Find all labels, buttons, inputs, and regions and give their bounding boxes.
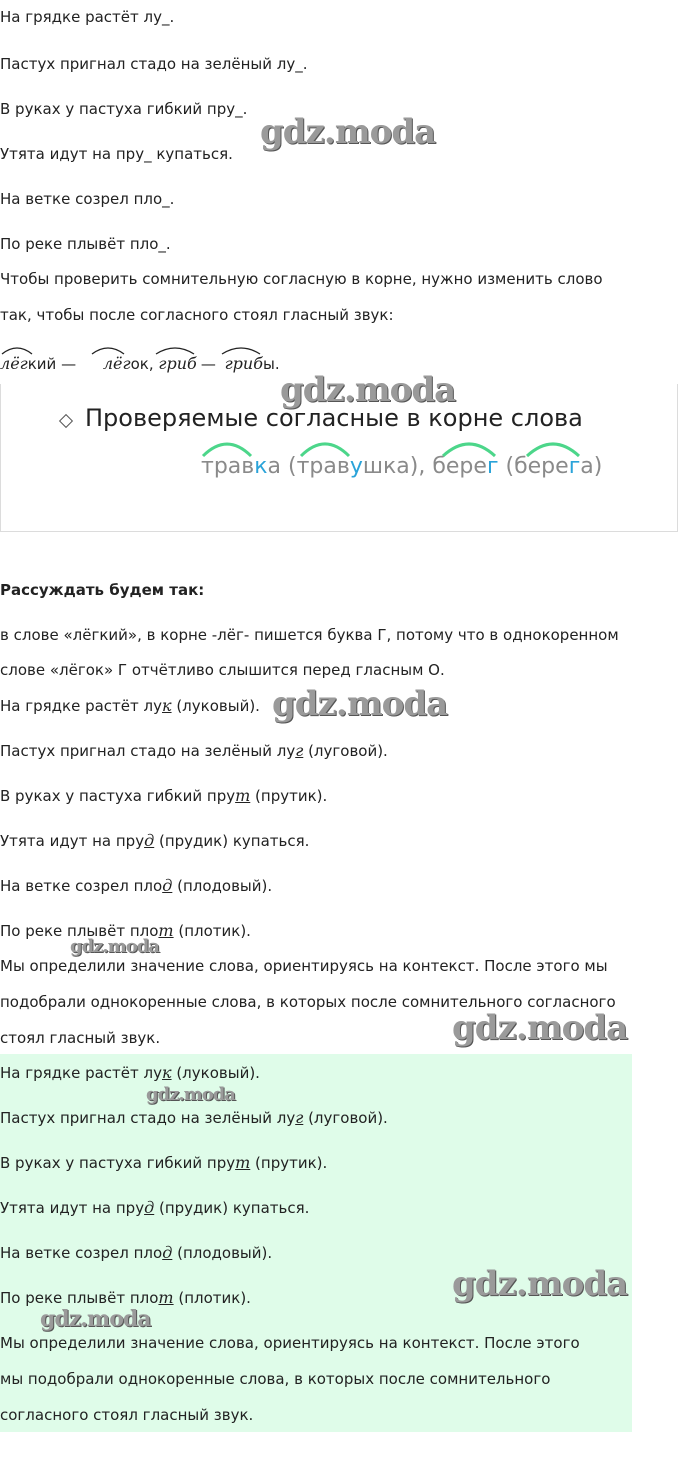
reasoning-item: Пастух пригнал стадо на зелёный луг (луговой). bbox=[0, 741, 388, 760]
conclusion-line: подобрали однокоренные слова, в которых после сомнительного согласного bbox=[0, 993, 616, 1011]
root-word: лёг bbox=[0, 354, 28, 373]
morph-example bbox=[0, 354, 280, 373]
filled-letter: д bbox=[162, 1243, 173, 1262]
watermark-logo: gdz.moda bbox=[70, 936, 159, 957]
conclusion-line: стоял гласный звук. bbox=[0, 1029, 161, 1047]
word-tail: — bbox=[200, 355, 216, 373]
reasoning-item: Утята идут на пруд (прудик) купаться. bbox=[0, 831, 310, 850]
filled-letter: д bbox=[144, 1198, 155, 1217]
reasoning-item: На ветке созрел плод (плодовый). bbox=[0, 876, 273, 895]
reasoning-item: В руках у пастуха гибкий прут (прутик). bbox=[0, 786, 328, 805]
reasoning-item: На грядке растёт лук (луковый). bbox=[0, 696, 260, 715]
reasoning-intro: в слове «лёгкий», в корне -лёг- пишется буква Г, потому что в однокоренном bbox=[0, 626, 619, 644]
ex-accent: к bbox=[254, 454, 268, 479]
reasoning-heading: Рассуждать будем так: bbox=[0, 581, 205, 599]
filled-letter: г bbox=[295, 741, 304, 760]
filled-letter: д bbox=[144, 831, 155, 850]
reasoning-intro: слове «лёгок» Г отчётливо слышится перед гласным О. bbox=[0, 661, 445, 679]
filled-letter: к bbox=[162, 1063, 172, 1082]
watermark-logo: gdz.moda bbox=[260, 112, 436, 152]
watermark-logo: gdz.moda bbox=[280, 370, 456, 410]
answer-conclusion: Мы определили значение слова, ориентируясь на контекст. После этого bbox=[0, 1334, 580, 1352]
watermark-logo: gdz.moda bbox=[40, 1306, 151, 1332]
watermark-logo: gdz.moda bbox=[452, 1008, 628, 1048]
reasoning-item: По реке плывёт плот (плотик). bbox=[0, 921, 251, 940]
ex-accent: г bbox=[568, 454, 581, 479]
root-word: лёг bbox=[102, 354, 131, 373]
word-tail: ы. bbox=[263, 355, 280, 373]
instruction-line: Чтобы проверить сомнительную согласную в корне, нужно изменить слово bbox=[0, 270, 603, 288]
ex-accent: у bbox=[349, 454, 363, 479]
filled-letter: т bbox=[235, 786, 251, 805]
ex-part: (бере bbox=[498, 454, 569, 479]
watermark-logo: gdz.moda bbox=[272, 684, 448, 724]
filled-letter: к bbox=[162, 696, 172, 715]
task-line: В руках у пастуха гибкий пру_. bbox=[0, 100, 248, 118]
answer-item: Пастух пригнал стадо на зелёный луг (луговой). bbox=[0, 1108, 388, 1127]
filled-letter: т bbox=[158, 1288, 174, 1307]
filled-letter: т bbox=[158, 921, 174, 940]
ex-part: а) bbox=[580, 454, 603, 479]
task-line: На ветке созрел пло_. bbox=[0, 190, 175, 208]
filled-letter: г bbox=[295, 1108, 304, 1127]
watermark-logo: gdz.moda bbox=[452, 1264, 628, 1304]
task-line: Утята идут на пру_ купаться. bbox=[0, 145, 233, 163]
answer-item: Утята идут на пруд (прудик) купаться. bbox=[0, 1198, 310, 1217]
filled-letter: д bbox=[162, 876, 173, 895]
answer-conclusion: согласного стоял гласный звук. bbox=[0, 1406, 254, 1424]
task-line: Пастух пригнал стадо на зелёный лу_. bbox=[0, 55, 308, 73]
answer-conclusion: мы подобрали однокоренные слова, в которых после сомнительного bbox=[0, 1370, 551, 1388]
watermark-logo: gdz.moda bbox=[146, 1084, 235, 1105]
filled-letter: т bbox=[235, 1153, 251, 1172]
rule-example bbox=[201, 454, 602, 479]
word-tail: кий — bbox=[27, 355, 77, 373]
root-word: гриб bbox=[158, 354, 197, 373]
answer-item: На ветке созрел плод (плодовый). bbox=[0, 1243, 273, 1262]
answer-item: По реке плывёт плот (плотик). bbox=[0, 1288, 251, 1307]
ex-part: шка), бере bbox=[362, 454, 487, 479]
ex-part: трав bbox=[201, 454, 255, 479]
ex-accent: г bbox=[486, 454, 499, 479]
root-word: гриб bbox=[224, 354, 263, 373]
diamond-bullet-icon bbox=[59, 414, 73, 428]
task-line: На грядке растёт лу_. bbox=[0, 8, 175, 26]
rule-title: Проверяемые согласные в корне слова bbox=[85, 404, 583, 432]
word-tail: ок, bbox=[130, 355, 154, 373]
answer-item: На грядке растёт лук (луковый). bbox=[0, 1063, 260, 1082]
conclusion-line: Мы определили значение слова, ориентируясь на контекст. После этого мы bbox=[0, 957, 608, 975]
ex-part: а (трав bbox=[267, 454, 350, 479]
instruction-line: так, чтобы после согласного стоял гласный звук: bbox=[0, 306, 394, 324]
answer-item: В руках у пастуха гибкий прут (прутик). bbox=[0, 1153, 328, 1172]
task-line: По реке плывёт пло_. bbox=[0, 235, 171, 253]
